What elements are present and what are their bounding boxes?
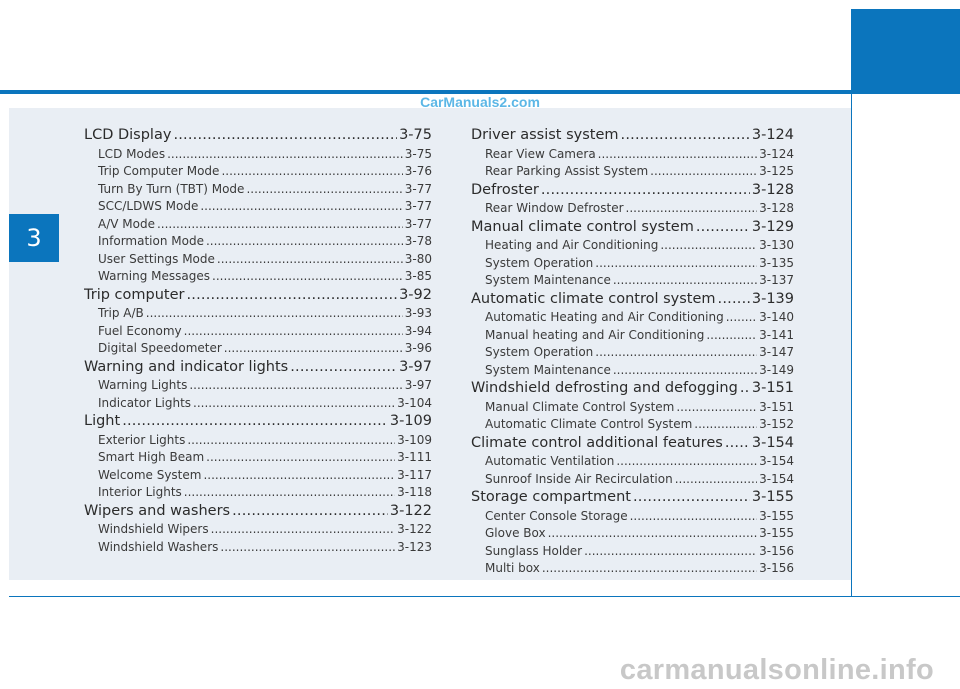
toc-entry-page: 3-96 — [404, 341, 432, 355]
toc-entry-page: 3-128 — [751, 181, 794, 198]
dot-leader — [232, 502, 388, 522]
toc-subsection-entry[interactable] — [471, 362, 794, 380]
toc-subsection-entry[interactable] — [84, 146, 432, 164]
watermark-bottom: carmanualsonline.info — [619, 654, 934, 686]
toc-entry-page: 3-141 — [759, 327, 794, 342]
toc-section-entry[interactable] — [471, 434, 794, 454]
toc-entry-title: Driver assist system — [471, 127, 619, 143]
dot-leader — [193, 395, 395, 413]
dot-leader — [146, 305, 403, 323]
toc-subsection-entry[interactable] — [84, 305, 432, 323]
toc-entry-title: Windshield Washers — [98, 539, 219, 554]
toc-entry-title: Information Mode — [98, 234, 204, 248]
chapter-number-badge: 3 — [9, 214, 59, 262]
toc-subsection-entry[interactable] — [84, 484, 432, 502]
toc-entry-title: A/V Mode — [98, 216, 155, 231]
toc-entry-title: System Maintenance — [485, 273, 611, 287]
toc-subsection-entry[interactable] — [471, 272, 794, 290]
toc-entry-title: Multi box — [485, 561, 540, 575]
toc-entry-title: Welcome System — [98, 467, 202, 482]
toc-entry-page: 3-118 — [397, 485, 432, 499]
toc-entry-title: Defroster — [471, 181, 539, 198]
toc-entry-page: 3-152 — [759, 417, 794, 431]
toc-section-entry[interactable] — [84, 412, 432, 432]
toc-entry-page: 3-124 — [751, 127, 794, 143]
dot-leader — [650, 163, 757, 181]
toc-entry-page: 3-97 — [399, 358, 432, 375]
toc-subsection-entry[interactable] — [471, 146, 794, 164]
dot-leader — [598, 146, 757, 164]
dot-leader — [157, 216, 403, 234]
dot-leader — [740, 379, 750, 399]
toc-entry-page: 3-75 — [404, 146, 432, 161]
toc-entry-page: 3-76 — [404, 164, 432, 178]
toc-subsection-entry[interactable] — [471, 416, 794, 434]
toc-entry-title: Warning Messages — [98, 269, 210, 283]
toc-entry-title: Automatic climate control system — [471, 290, 716, 307]
toc-entry-page: 3-128 — [759, 201, 794, 215]
dot-leader — [184, 484, 395, 502]
toc-entry-title: Manual heating and Air Conditioning — [485, 327, 705, 342]
toc-subsection-entry[interactable] — [84, 539, 432, 557]
dot-leader — [211, 521, 396, 539]
toc-subsection-entry[interactable] — [471, 327, 794, 345]
toc-right-column — [471, 126, 794, 578]
toc-entry-page: 3-155 — [759, 508, 794, 523]
dot-leader — [212, 268, 403, 286]
toc-subsection-entry[interactable] — [471, 560, 794, 578]
toc-subsection-entry[interactable] — [471, 163, 794, 181]
toc-entry-page: 3-125 — [759, 164, 794, 178]
toc-entry-page: 3-104 — [397, 395, 432, 410]
toc-subsection-entry[interactable] — [471, 309, 794, 327]
toc-subsection-entry[interactable] — [84, 268, 432, 286]
toc-entry-page: 3-94 — [404, 323, 432, 338]
dot-leader — [184, 323, 403, 341]
toc-subsection-entry[interactable] — [84, 163, 432, 181]
toc-entry-title: Warning Lights — [98, 378, 188, 392]
toc-entry-page: 3-122 — [389, 502, 432, 519]
toc-subsection-entry[interactable] — [471, 525, 794, 543]
toc-entry-page: 3-111 — [397, 450, 432, 464]
toc-section-entry[interactable] — [471, 181, 794, 201]
dot-leader — [189, 377, 402, 395]
toc-subsection-entry[interactable] — [84, 216, 432, 234]
toc-entry-title: Automatic Climate Control System — [485, 417, 693, 431]
toc-entry-page: 3-78 — [404, 234, 432, 248]
toc-entry-title: Trip computer — [84, 286, 185, 303]
toc-subsection-entry[interactable] — [471, 399, 794, 417]
toc-entry-title: Windshield defrosting and defogging — [471, 380, 738, 396]
toc-entry-page: 3-93 — [404, 306, 432, 320]
toc-section-entry[interactable] — [471, 290, 794, 310]
toc-entry-title: System Operation — [485, 345, 594, 359]
toc-entry-title: Rear Window Defroster — [485, 201, 624, 215]
toc-entry-page: 3-156 — [759, 543, 794, 558]
toc-subsection-entry[interactable] — [471, 471, 794, 489]
toc-entry-page: 3-92 — [399, 286, 432, 303]
toc-section-entry[interactable] — [84, 502, 432, 522]
toc-entry-page: 3-137 — [759, 273, 794, 287]
margin-rule — [851, 94, 852, 597]
dot-leader — [548, 525, 758, 543]
toc-entry-title: Climate control additional features — [471, 434, 723, 451]
toc-subsection-entry[interactable] — [84, 181, 432, 199]
toc-entry-title: Turn By Turn (TBT) Mode — [98, 181, 245, 196]
toc-entry-page: 3-77 — [404, 216, 432, 231]
toc-entry-title: Warning and indicator lights — [84, 358, 289, 375]
toc-entry-title: Sunroof Inside Air Recirculation — [485, 471, 673, 486]
toc-entry-page: 3-154 — [759, 471, 794, 486]
toc-subsection-entry[interactable] — [471, 453, 794, 471]
toc-entry-title: Storage compartment — [471, 489, 631, 505]
toc-subsection-entry[interactable] — [84, 233, 432, 251]
dot-leader — [595, 344, 757, 362]
toc-entry-page: 3-147 — [759, 345, 794, 359]
toc-entry-page: 3-130 — [759, 238, 794, 252]
toc-subsection-entry[interactable] — [84, 198, 432, 216]
toc-entry-title: Glove Box — [485, 526, 546, 540]
toc-entry-title: Fuel Economy — [98, 323, 182, 338]
toc-subsection-entry[interactable] — [84, 467, 432, 485]
toc-left-column — [84, 126, 432, 556]
toc-entry-title: Rear View Camera — [485, 146, 596, 161]
dot-leader — [220, 539, 395, 557]
toc-subsection-entry[interactable] — [471, 255, 794, 273]
dot-leader — [541, 181, 750, 201]
toc-subsection-entry[interactable] — [84, 432, 432, 450]
toc-entry-page: 3-123 — [397, 539, 432, 554]
toc-entry-page: 3-135 — [759, 255, 794, 270]
dot-leader — [584, 543, 757, 561]
toc-entry-page: 3-77 — [404, 181, 432, 196]
toc-entry-page: 3-139 — [751, 290, 794, 307]
toc-entry-page: 3-155 — [751, 489, 794, 505]
toc-entry-title: Exterior Lights — [98, 432, 186, 447]
dot-leader — [206, 233, 403, 251]
dot-leader — [675, 471, 757, 489]
toc-entry-title: Rear Parking Assist System — [485, 164, 649, 178]
dot-leader — [217, 251, 403, 269]
dot-leader — [167, 146, 403, 164]
toc-subsection-entry[interactable] — [84, 251, 432, 269]
toc-entry-title: Light — [84, 413, 121, 429]
toc-subsection-entry[interactable] — [471, 237, 794, 255]
toc-entry-title: LCD Display — [84, 127, 172, 143]
toc-entry-page: 3-75 — [399, 127, 432, 143]
toc-section-entry[interactable] — [471, 126, 794, 146]
toc-entry-title: Windshield Wipers — [98, 522, 209, 536]
dot-leader — [706, 327, 757, 345]
dot-leader — [173, 126, 397, 146]
dot-leader — [224, 340, 403, 358]
dot-leader — [725, 434, 750, 454]
dot-leader — [206, 449, 395, 467]
toc-entry-page: 3-117 — [397, 467, 432, 482]
dot-leader — [122, 412, 388, 432]
toc-entry-page: 3-140 — [759, 310, 794, 324]
dot-leader — [616, 453, 757, 471]
toc-entry-title: Automatic Heating and Air Conditioning — [485, 310, 724, 324]
toc-subsection-entry[interactable] — [471, 543, 794, 561]
toc-entry-title: Center Console Storage — [485, 508, 628, 523]
dot-leader — [203, 467, 395, 485]
dot-leader — [694, 416, 757, 434]
dot-leader — [626, 200, 758, 218]
toc-subsection-entry[interactable] — [84, 521, 432, 539]
toc-section-entry[interactable] — [471, 218, 794, 238]
footer-rule — [9, 596, 960, 597]
dot-leader — [633, 488, 750, 508]
dot-leader — [630, 508, 758, 526]
toc-subsection-entry[interactable] — [471, 344, 794, 362]
toc-entry-page: 3-149 — [759, 362, 794, 377]
toc-section-entry[interactable] — [84, 286, 432, 306]
dot-leader — [595, 255, 757, 273]
toc-entry-page: 3-97 — [404, 378, 432, 392]
toc-subsection-entry[interactable] — [84, 449, 432, 467]
dot-leader — [221, 163, 402, 181]
dot-leader — [613, 272, 757, 290]
toc-entry-title: Smart High Beam — [98, 450, 205, 464]
chapter-tab — [851, 9, 960, 94]
toc-entry-title: Sunglass Holder — [485, 543, 583, 558]
toc-entry-title: Trip Computer Mode — [98, 164, 220, 178]
toc-entry-page: 3-155 — [759, 526, 794, 540]
toc-section-entry[interactable] — [84, 358, 432, 378]
toc-entry-title: Automatic Ventilation — [485, 454, 615, 468]
toc-entry-page: 3-129 — [751, 218, 794, 235]
toc-entry-title: Indicator Lights — [98, 395, 192, 410]
toc-entry-title: Digital Speedometer — [98, 341, 222, 355]
toc-entry-page: 3-85 — [404, 269, 432, 283]
toc-entry-page: 3-154 — [759, 454, 794, 468]
toc-entry-page: 3-109 — [389, 413, 432, 429]
toc-entry-page: 3-154 — [751, 434, 794, 451]
dot-leader — [718, 290, 750, 310]
toc-subsection-entry[interactable] — [84, 395, 432, 413]
toc-entry-title: Manual Climate Control System — [485, 399, 675, 414]
toc-subsection-entry[interactable] — [471, 200, 794, 218]
toc-entry-page: 3-109 — [397, 432, 432, 447]
toc-section-entry[interactable] — [84, 126, 432, 146]
toc-entry-page: 3-156 — [759, 561, 794, 575]
dot-leader — [186, 286, 397, 306]
toc-section-entry[interactable] — [471, 379, 794, 399]
dot-leader — [726, 309, 757, 327]
watermark-top: CarManuals2.com — [420, 94, 540, 110]
dot-leader — [246, 181, 402, 199]
toc-entry-title: Wipers and washers — [84, 502, 231, 519]
toc-entry-title: System Operation — [485, 255, 594, 270]
toc-entry-title: System Maintenance — [485, 362, 611, 377]
dot-leader — [290, 358, 397, 378]
toc-section-entry[interactable] — [471, 488, 794, 508]
toc-entry-page: 3-151 — [751, 380, 794, 396]
toc-entry-page: 3-124 — [759, 146, 794, 161]
dot-leader — [660, 237, 757, 255]
toc-entry-title: Manual climate control system — [471, 218, 694, 235]
toc-entry-page: 3-80 — [404, 251, 432, 266]
dot-leader — [542, 560, 757, 578]
toc-entry-title: SCC/LDWS Mode — [98, 199, 199, 213]
dot-leader — [696, 218, 750, 238]
toc-entry-title: Interior Lights — [98, 485, 182, 499]
toc-subsection-entry[interactable] — [84, 377, 432, 395]
dot-leader — [621, 126, 750, 146]
dot-leader — [676, 399, 757, 417]
dot-leader — [187, 432, 395, 450]
toc-entry-title: LCD Modes — [98, 146, 166, 161]
toc-entry-page: 3-151 — [759, 399, 794, 414]
toc-subsection-entry[interactable] — [471, 508, 794, 526]
toc-subsection-entry[interactable] — [84, 323, 432, 341]
toc-entry-title: User Settings Mode — [98, 251, 215, 266]
dot-leader — [200, 198, 402, 216]
toc-entry-title: Heating and Air Conditioning — [485, 238, 659, 252]
toc-subsection-entry[interactable] — [84, 340, 432, 358]
toc-entry-title: Trip A/B — [98, 306, 144, 320]
dot-leader — [613, 362, 757, 380]
toc-entry-page: 3-77 — [404, 199, 432, 213]
toc-entry-page: 3-122 — [397, 522, 432, 536]
